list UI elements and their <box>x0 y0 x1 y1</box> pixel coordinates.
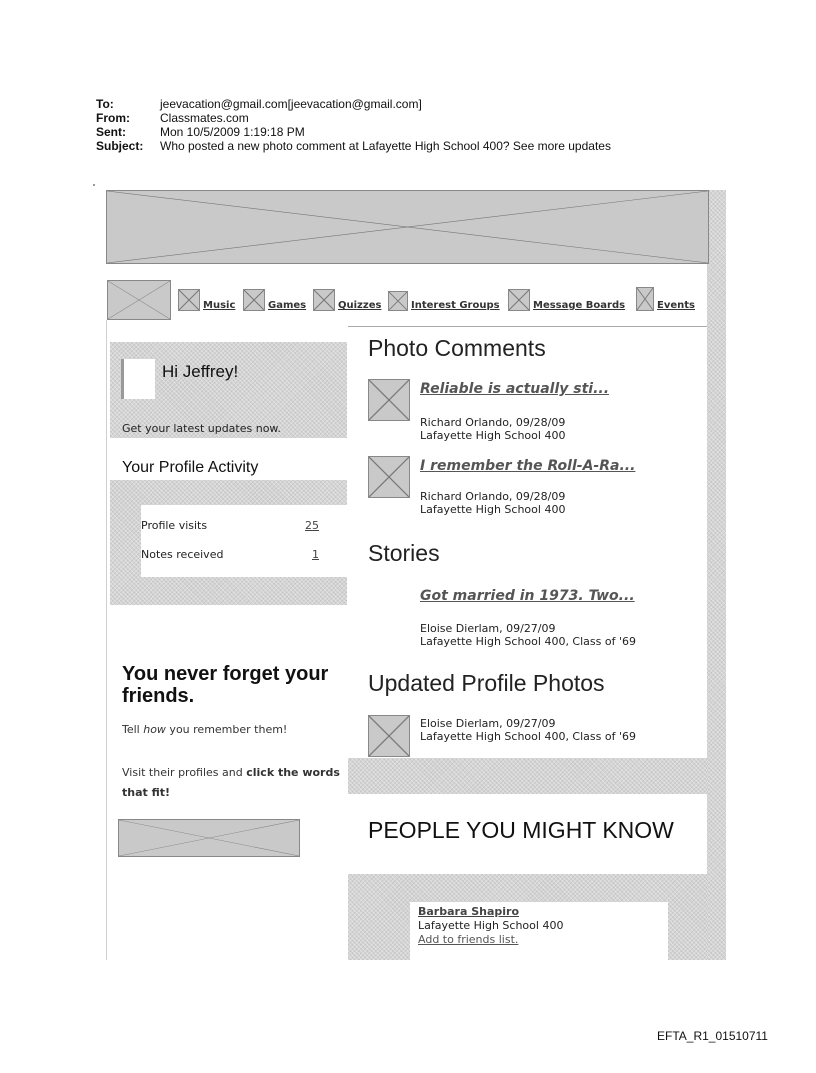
updated-photos-title: Updated Profile Photos <box>368 670 605 696</box>
from-value: Classmates.com <box>160 111 249 125</box>
visit-bold: click the words that fit! <box>122 766 340 799</box>
photo-comment-link[interactable]: Reliable is actually sti... <box>420 381 610 397</box>
games-icon <box>243 289 265 311</box>
nav-item-events[interactable] <box>636 289 695 311</box>
photo-comments-title: Photo Comments <box>368 335 546 361</box>
profile-activity-title: Your Profile Activity <box>122 459 259 476</box>
sent-label: Sent: <box>96 125 126 139</box>
story-author: Eloise Dierlam, 09/27/09 <box>420 622 556 635</box>
comment-school: Lafayette High School 400 <box>420 503 566 516</box>
section-separator <box>348 758 707 794</box>
comment-author: Richard Orlando, 09/28/09 <box>420 416 566 429</box>
document-id: EFTA_R1_01510711 <box>657 1029 768 1043</box>
email-header <box>96 97 611 153</box>
nav-link-interest-groups[interactable]: Interest Groups <box>411 300 500 311</box>
photo-comment-meta <box>420 416 565 442</box>
nav-link-message-boards[interactable]: Message Boards <box>533 300 626 311</box>
from-label: From: <box>96 111 130 125</box>
subject-value: Who posted a new photo comment at Lafayette High School 400? See more updates <box>160 139 611 153</box>
nav-item-interest-groups[interactable] <box>388 289 500 311</box>
photo-school: Lafayette High School 400, Class of '69 <box>420 730 636 743</box>
nav-link-events[interactable]: Events <box>657 300 695 311</box>
music-icon <box>178 289 200 311</box>
profile-activity-inner <box>141 505 347 577</box>
person-school: Lafayette High School 400 <box>418 919 564 932</box>
photo-author: Eloise Dierlam, 09/27/09 <box>420 717 556 730</box>
story-school: Lafayette High School 400, Class of '69 <box>420 635 636 648</box>
to-label: To: <box>96 97 114 111</box>
nav-item-quizzes[interactable] <box>313 289 381 311</box>
message-boards-icon <box>508 289 530 311</box>
nav-link-quizzes[interactable]: Quizzes <box>338 300 382 311</box>
promo-tell-text <box>122 723 287 736</box>
photo-comment-meta <box>420 490 565 516</box>
banner-image-placeholder <box>106 190 709 264</box>
stories-title: Stories <box>368 540 440 566</box>
visit-prefix: Visit their profiles and <box>122 766 247 779</box>
photo-thumbnail[interactable] <box>368 379 410 421</box>
tell-prefix: Tell <box>122 723 144 736</box>
to-value: jeevacation@gmail.com[jeevacation@gmail.com] <box>160 97 422 111</box>
photo-comment-link[interactable]: I remember the Roll-A-Ra... <box>420 458 636 474</box>
logo-image-placeholder[interactable] <box>107 280 171 320</box>
subject-label: Subject: <box>96 139 144 153</box>
nav-link-games[interactable]: Games <box>268 300 307 311</box>
people-title: PEOPLE YOU MIGHT KNOW <box>368 817 674 843</box>
promo-visit-text <box>122 763 347 803</box>
nav-link-music[interactable]: Music <box>203 300 236 311</box>
story-meta <box>420 622 636 648</box>
photo-thumbnail[interactable] <box>368 456 410 498</box>
story-link[interactable]: Got married in 1973. Two... <box>420 588 635 604</box>
nav-item-message-boards[interactable] <box>508 289 625 311</box>
nav-item-music[interactable] <box>178 289 235 311</box>
promo-title: You never forget your friends. <box>122 663 329 707</box>
latest-updates-text: Get your latest updates now. <box>122 422 281 435</box>
tell-suffix: you remember them! <box>165 723 288 736</box>
comment-author: Richard Orlando, 09/28/09 <box>420 490 566 503</box>
comment-school: Lafayette High School 400 <box>420 429 566 442</box>
sent-value: Mon 10/5/2009 1:19:18 PM <box>160 125 305 139</box>
events-icon <box>636 287 654 311</box>
tell-emphasis: how <box>143 723 166 736</box>
nav-divider <box>348 326 707 327</box>
profile-photo-thumbnail[interactable] <box>368 715 410 757</box>
avatar <box>121 359 155 399</box>
profile-visits-count[interactable]: 25 <box>305 519 319 532</box>
nav-item-games[interactable] <box>243 289 306 311</box>
notes-received-label: Notes received <box>141 548 224 561</box>
stray-dot <box>93 184 95 186</box>
notes-received-count[interactable]: 1 <box>312 548 319 561</box>
quizzes-icon <box>313 289 335 311</box>
promo-image-placeholder[interactable] <box>118 819 300 857</box>
profile-visits-label: Profile visits <box>141 519 208 532</box>
add-friend-link[interactable]: Add to friends list. <box>418 933 519 946</box>
person-name-link[interactable]: Barbara Shapiro <box>418 905 520 918</box>
greeting-text: Hi Jeffrey! <box>162 362 239 381</box>
updated-photo-meta <box>420 717 636 743</box>
interest-groups-icon <box>388 291 408 311</box>
left-border <box>106 320 107 960</box>
right-gutter <box>707 190 726 960</box>
